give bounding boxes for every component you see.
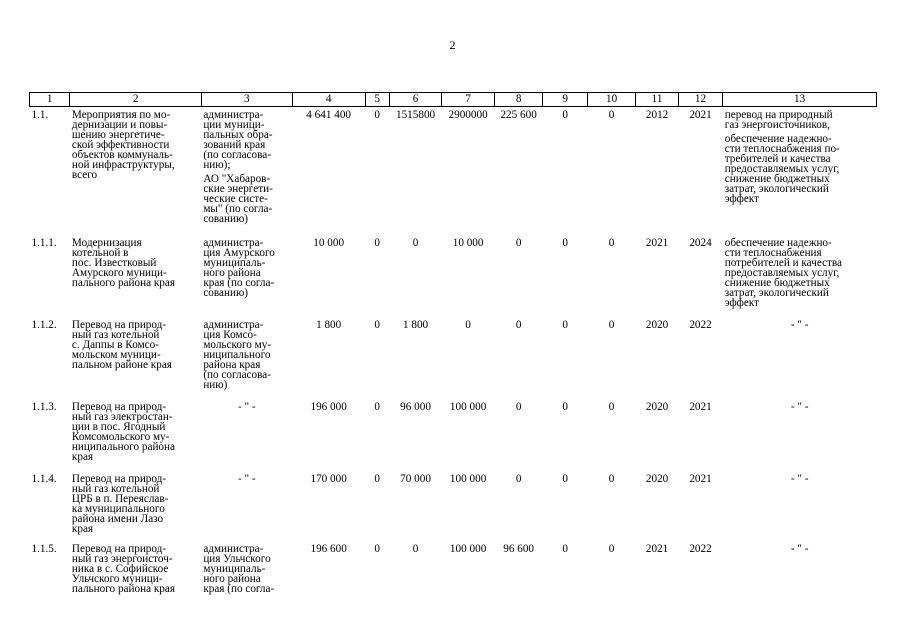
column-number-12: 12 <box>678 93 722 107</box>
value-v4: 10 000 <box>313 236 345 249</box>
executor <box>201 471 292 541</box>
value-y1: 2021 <box>645 236 669 249</box>
executor-part: администра- ция Ульчского муниципаль- ного района края (по согла- <box>203 542 275 595</box>
row-number: 1.1.4. <box>31 472 57 485</box>
value-v9: 0 <box>562 542 568 555</box>
value-v9: 0 <box>562 318 568 331</box>
value-y2: 2021 <box>689 109 712 121</box>
column-number-1: 1 <box>30 93 70 107</box>
value-v4: 196 600 <box>310 542 347 555</box>
value-v4: 1 800 <box>316 318 342 331</box>
value-v5: 0 <box>374 400 380 413</box>
value-v6: 0 <box>412 236 419 249</box>
value-v8: 0 <box>515 400 522 413</box>
program-table <box>29 92 877 611</box>
expected-result <box>723 235 877 317</box>
value-v10: 0 <box>608 472 615 485</box>
measure-name: Мероприятия по мо- дернизации и повы- шению энергетиче- ской эффективности объектов коммуналь- ной инфраструктуры, всего <box>71 109 175 181</box>
value-y1: 2020 <box>645 472 669 485</box>
executor <box>201 399 292 471</box>
executor <box>201 235 292 317</box>
value-v8: 0 <box>515 318 522 331</box>
executor <box>201 541 292 611</box>
row-number: 1.1.3. <box>31 400 57 413</box>
value-v6: 1 800 <box>402 318 429 331</box>
value-v5: 0 <box>374 109 380 121</box>
column-number-9: 9 <box>543 93 587 107</box>
value-v4: 170 000 <box>310 472 347 485</box>
value-v10: 0 <box>608 400 615 413</box>
column-number-4: 4 <box>292 93 365 107</box>
row-number: 1.1.1. <box>31 236 57 249</box>
table-row <box>30 399 877 471</box>
value-v6: 70 000 <box>400 472 431 485</box>
column-number-7: 7 <box>442 93 495 107</box>
executor-part: - " - <box>237 400 256 413</box>
expected-result-part: - " - <box>790 472 809 485</box>
value-v4: 196 000 <box>310 400 347 413</box>
value-v7: 100 000 <box>449 542 487 555</box>
column-number-6: 6 <box>389 93 442 107</box>
value-v9: 0 <box>562 472 568 485</box>
executor-part: администра- ция Комсо- мольского му- ниципального района края (по согласова- нию) <box>203 318 272 391</box>
value-v5: 0 <box>374 318 380 331</box>
value-v9: 0 <box>562 109 568 121</box>
value-v7: 100 000 <box>449 472 487 485</box>
column-number-8: 8 <box>494 93 543 107</box>
column-number-3: 3 <box>201 93 292 107</box>
value-v8: 0 <box>515 472 522 485</box>
expected-result <box>723 541 877 611</box>
executor-part: администра- ции муници- пальных обра- зований края (по согласова- нию); <box>203 109 273 171</box>
value-v7: 100 000 <box>449 400 487 413</box>
value-v8: 225 600 <box>500 109 537 121</box>
table-row <box>30 235 877 317</box>
table-body <box>30 107 877 611</box>
expected-result-part: - " - <box>790 400 809 413</box>
value-v7: 2900000 <box>448 109 488 121</box>
measure-name: Перевод на природ- ный газ котельной с. Даппы в Комсо- мольском муници- пальном районе края <box>71 318 172 371</box>
measure-name: Модернизация котельной в пос. Известковый Амурского муници- пального района края <box>71 236 175 289</box>
value-v6: 96 000 <box>400 400 431 413</box>
executor-part: - " - <box>237 472 256 485</box>
value-y1: 2012 <box>645 109 669 121</box>
value-v10: 0 <box>608 109 615 121</box>
value-v9: 0 <box>562 236 568 249</box>
value-v10: 0 <box>608 236 615 249</box>
table-row <box>30 541 877 611</box>
value-y2: 2024 <box>689 236 712 249</box>
value-v10: 0 <box>608 542 615 555</box>
value-v5: 0 <box>374 542 380 555</box>
value-v9: 0 <box>562 400 568 413</box>
value-y1: 2021 <box>645 542 669 555</box>
measure-name: Перевод на природ- ный газ электростан- ции в пос. Ягодный Комсомольского му- ниципального района края <box>71 400 175 463</box>
row-number: 1.1.5. <box>31 542 57 555</box>
expected-result <box>723 399 877 471</box>
column-number-13: 13 <box>723 93 877 107</box>
measure-name: Перевод на природ- ный газ котельной ЦРБ в п. Переяслав- ка муниципального района имени Лазо края <box>71 472 169 535</box>
expected-result-part: - " - <box>790 318 809 331</box>
value-v7: 10 000 <box>452 236 484 249</box>
value-v8: 0 <box>515 236 522 249</box>
value-v6: 1515800 <box>395 109 436 121</box>
value-y1: 2020 <box>645 318 669 331</box>
measure-name: Перевод на природ- ный газ энергоисточ- ника в с. Софийское Ульчского муници- пального района края <box>71 542 175 595</box>
expected-result-part: - " - <box>790 542 809 555</box>
executor <box>201 317 292 399</box>
expected-result-part: перевод на природный газ энергоисточников, <box>724 109 833 131</box>
row-number: 1.1. <box>31 109 49 121</box>
page-number: 2 <box>449 38 456 52</box>
column-number-2: 2 <box>70 93 201 107</box>
executor <box>201 107 292 235</box>
table-row <box>30 317 877 399</box>
expected-result <box>723 471 877 541</box>
expected-result <box>723 317 877 399</box>
table-row <box>30 107 877 235</box>
expected-result <box>723 107 877 235</box>
value-y2: 2022 <box>689 318 712 331</box>
column-number-10: 10 <box>587 93 636 107</box>
column-number-11: 11 <box>636 93 678 107</box>
value-v5: 0 <box>374 236 380 249</box>
value-v4: 4 641 400 <box>306 109 352 121</box>
row-number: 1.1.2. <box>31 318 57 331</box>
executor-part: администра- ция Амурского муниципаль- ного района края (по согла- сованию) <box>203 236 275 299</box>
column-number-5: 5 <box>365 93 389 107</box>
value-y2: 2022 <box>689 542 712 555</box>
value-v8: 96 600 <box>503 542 534 555</box>
value-y2: 2021 <box>689 400 712 413</box>
value-y1: 2020 <box>645 400 669 413</box>
executor-part: АО "Хабаров- ские энергети- ческие систе- мы" (по согла- сованию) <box>203 173 273 225</box>
expected-result-part: обеспечение надежно- сти теплоснабжения по- требителей и качества предоставляемых услуг, снижение бюджетных затрат, экологический эффект <box>724 133 840 205</box>
table-row <box>30 471 877 541</box>
value-v10: 0 <box>608 318 615 331</box>
value-v7: 0 <box>465 318 471 331</box>
value-v5: 0 <box>374 472 380 485</box>
column-number-row <box>30 93 877 107</box>
value-v6: 0 <box>412 542 419 555</box>
expected-result-part: обеспечение надежно- сти теплоснабжения потребителей и качества предоставляемых услуг, снижение бюджетных затрат, экологический эффект <box>724 236 843 309</box>
value-y2: 2021 <box>689 472 712 485</box>
